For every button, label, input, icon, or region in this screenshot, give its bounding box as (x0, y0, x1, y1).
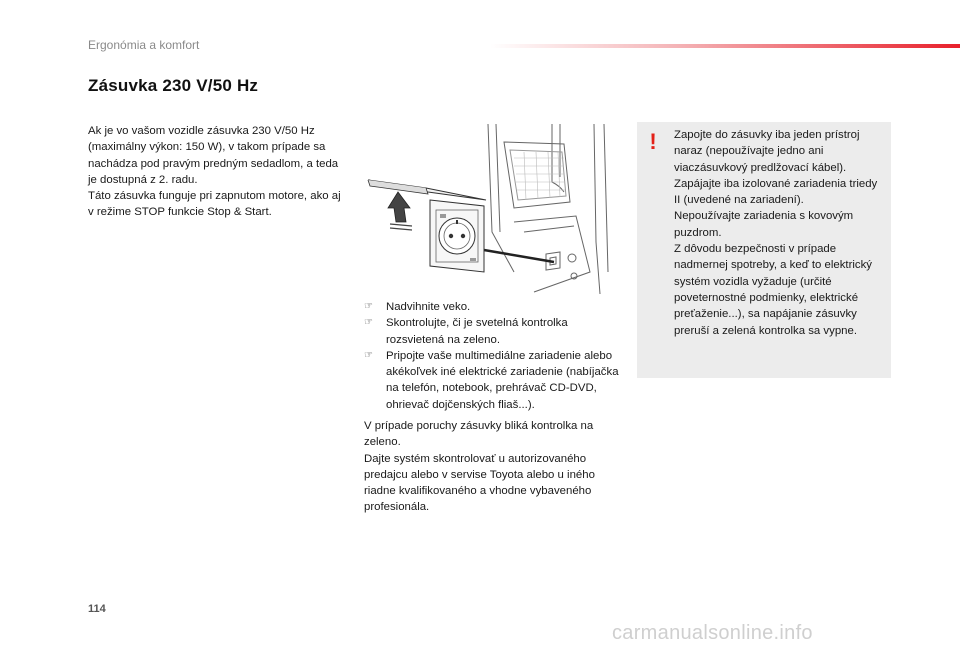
header-accent-bar (490, 44, 960, 48)
fault-text (364, 418, 619, 516)
step-text: Skontrolujte, či je svetelná kontrolka rozsvietená na zeleno. (386, 317, 568, 346)
warning-paragraph-3: Nepoužívajte zariadenia s kovovým puzdrom. (674, 210, 854, 239)
intro-text (88, 123, 348, 221)
steps-list (364, 299, 629, 413)
page-number: 114 (88, 603, 106, 615)
pointing-hand-icon: ☞ (364, 349, 373, 361)
intro-paragraph-1: Ak je vo vašom vozidle zásuvka 230 V/50 Hz (maximálny výkon: 150 W), v takom prípade sa nachádza pod pravým predným sedadlom, a teda je dostupná z 2. radu. (88, 125, 339, 186)
intro-paragraph-2: Táto zásuvka funguje pri zapnutom motore, ako aj v režime STOP funkcie Stop & Start. (88, 190, 341, 219)
pointing-hand-icon: ☞ (364, 317, 373, 329)
warning-paragraph-4: Z dôvodu bezpečnosti v prípade nadmernej spotreby, a keď to elektrický systém vozidla vyžaduje (určité poveternostné podmienky, elektrické preťaženie...), sa napájanie zásuvky preruší a zelená kontrolka sa vypne. (674, 243, 872, 337)
warning-paragraph-1: Zapojte do zásuvky iba jeden prístroj naraz (nepoužívajte jedno ani viaczásuvkový predlžovací kábel). (674, 129, 860, 174)
warning-text (674, 127, 886, 339)
pointing-hand-icon: ☞ (364, 301, 373, 312)
step-text: Nadvihnite veko. (386, 301, 471, 313)
list-item (364, 315, 629, 348)
section-title: Ergonómia a komfort (88, 38, 200, 52)
fault-paragraph-1: V prípade poruchy zásuvky bliká kontrolka na zeleno. (364, 420, 594, 449)
exclamation-icon: ! (649, 129, 657, 154)
step-text: Pripojte vaše multimediálne zariadenie alebo akékoľvek iné elektrické zariadenie (nabíjačka na telefón, notebook, prehrávač CD-DVD, ohrievač dojčenských fliaš...). (386, 349, 619, 411)
warning-paragraph-2: Zapájajte iba izolované zariadenia triedy II (uvedené na zariadení). (674, 177, 878, 207)
watermark: carmanualsonline.info (612, 622, 813, 644)
list-item (364, 299, 629, 315)
socket-under-seat-illustration (364, 122, 614, 294)
fault-paragraph-2: Dajte systém skontrolovať u autorizovaného predajcu alebo v servise Toyota alebo u iného riadne kvalifikovaného a vhodne vybaveného profesionála. (364, 452, 595, 514)
list-item (364, 348, 629, 413)
page-title: Zásuvka 230 V/50 Hz (88, 76, 259, 95)
